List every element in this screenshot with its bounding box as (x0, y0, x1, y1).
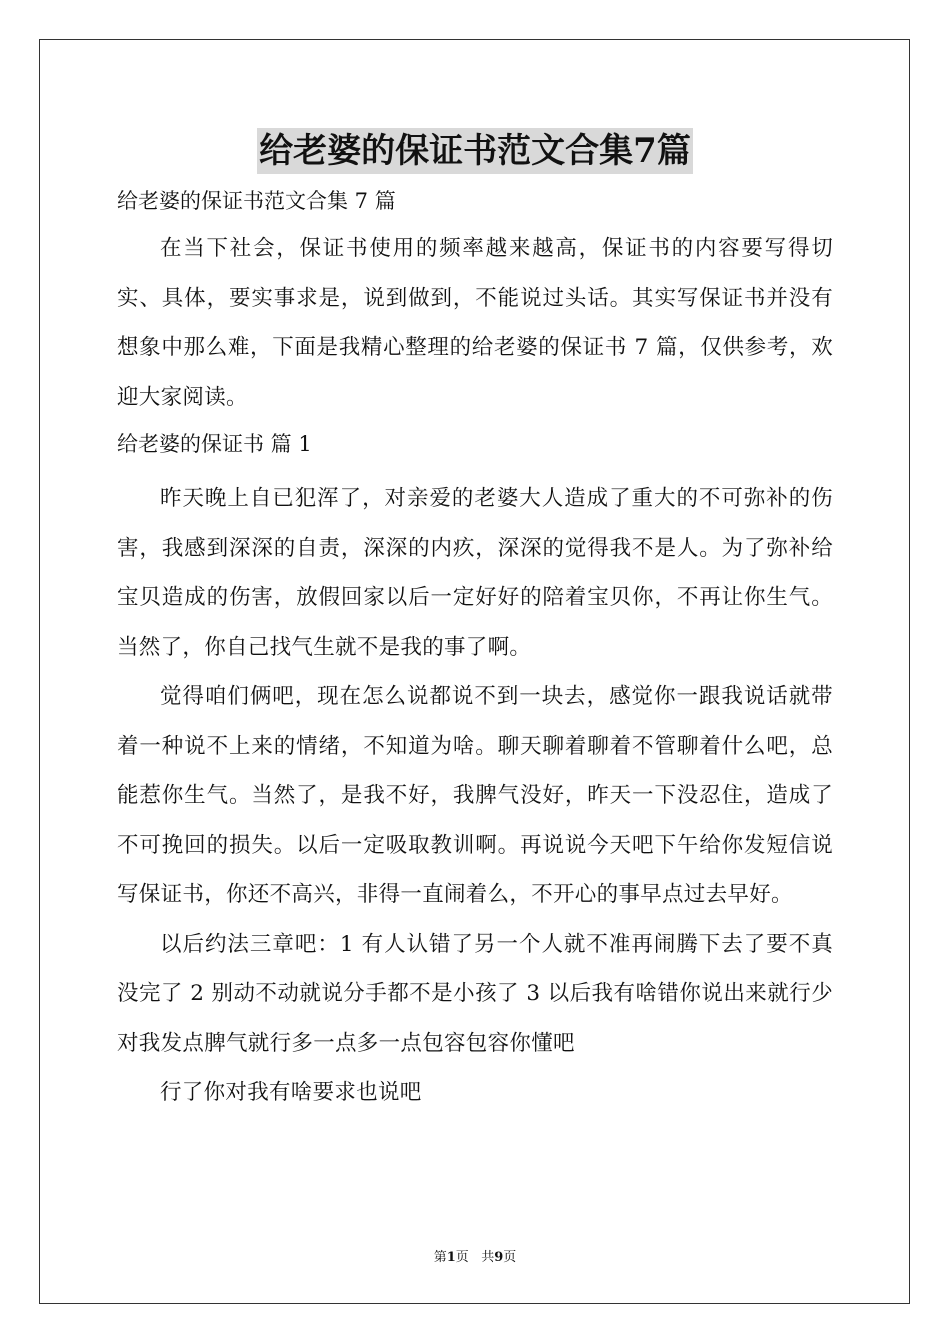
document-title (117, 128, 833, 178)
page-footer (0, 1246, 950, 1265)
body-paragraph-4: 行了你对我有啥要求也说吧 (160, 1080, 422, 1105)
document-subtitle: 给老婆的保证书范文合集 7 篇 (117, 189, 396, 213)
footer-prefix: 第 (433, 1250, 447, 1265)
document-body (117, 118, 833, 1118)
footer-page-number: 1 (446, 1250, 456, 1265)
body-paragraph-3: 以后约法三章吧：1 有人认错了另一个人就不准再闹腾下去了要不真没完了 2 别动不动就说分手都不是小孩了 3 以后我有啥错你说出来就行少对我发点脾气就行多一点多一点包容包容你懂吧 (117, 931, 833, 1056)
intro-paragraph: 在当下社会，保证书使用的频率越来越高，保证书的内容要写得切实、具体，要实事求是，说到做到，不能说过头话。其实写保证书并没有想象中那么难，下面是我精心整理的给老婆的保证书 7 篇，仅供参考，欢迎大家阅读。 (117, 236, 833, 410)
body-paragraph-2: 觉得咱们俩吧，现在怎么说都说不到一块去，感觉你一跟我说话就带着一种说不上来的情绪，不知道为啥。聊天聊着聊着不管聊着什么吧，总能惹你生气。当然了，是我不好，我脾气没好，昨天一下没忍住，造成了不可挽回的损失。以后一定吸取教训啊。再说说今天吧下午给你发短信说写保证书，你还不高兴，非得一直闹着么，不开心的事早点过去早好。 (117, 684, 833, 907)
footer-total-pages: 9 (494, 1250, 504, 1265)
body-paragraph-1: 昨天晚上自已犯浑了，对亲爱的老婆大人造成了重大的不可弥补的伤害，我感到深深的自责，深深的内疚，深深的觉得我不是人。为了弥补给宝贝造成的伤害，放假回家以后一定好好的陪着宝贝你，不再让你生气。当然了，你自己找气生就不是我的事了啊。 (117, 486, 833, 660)
footer-suffix: 页 (503, 1250, 517, 1265)
section-heading: 给老婆的保证书 篇 1 (117, 432, 312, 456)
document-title-text: 给老婆的保证书范文合集7篇 (257, 128, 693, 174)
footer-mid: 页 共 (455, 1250, 495, 1265)
